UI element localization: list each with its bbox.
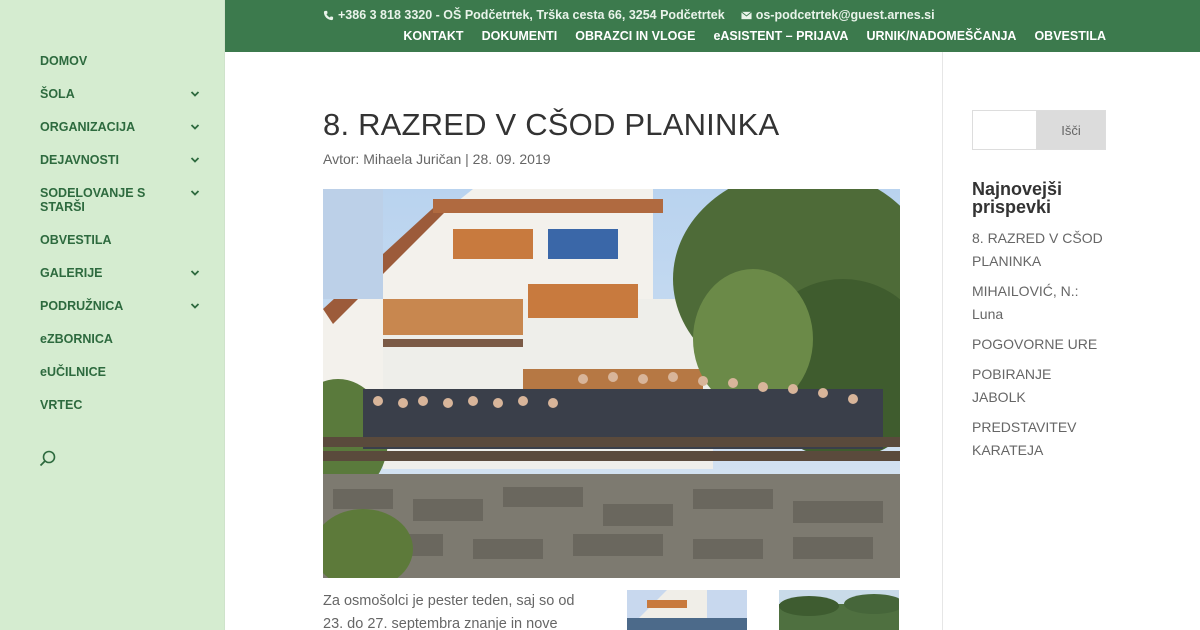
content-divider [942,52,943,630]
recent-post-link[interactable]: POBIRANJE JABOLK [972,366,1052,405]
top-nav [403,29,1106,43]
chevron-down-icon[interactable] [188,153,202,167]
right-sidebar [972,110,1106,469]
main-menu [40,54,210,431]
recent-post-link[interactable]: POGOVORNE URE [972,336,1098,352]
post-featured-image [323,189,900,578]
topnav-kontakt[interactable]: KONTAKT [403,29,464,43]
topnav-obvestila[interactable]: OBVESTILA [1034,29,1106,43]
menu-item-obvestila[interactable]: OBVESTILA [40,233,112,247]
menu-item-ezbornica[interactable]: eZBORNICA [40,332,113,346]
search-button[interactable]: Išči [1036,110,1106,150]
chevron-down-icon[interactable] [188,266,202,280]
recent-posts-heading: Najnovejši prispevki [972,179,1063,217]
menu-item-podruznica[interactable]: PODRUŽNICA [40,299,210,313]
top-header [225,0,1200,52]
recent-post-link[interactable]: PREDSTAVITEV KARATEJA [972,419,1077,458]
search-icon[interactable] [38,449,58,469]
recent-post-link[interactable]: MIHAILOVIĆ, N.: Luna [972,283,1079,322]
post-body-text: Za osmošolci je pester teden, saj so od 23. do 27. septembra znanje in nove [323,593,575,630]
email-info[interactable] [741,8,935,22]
chevron-down-icon[interactable] [188,87,202,101]
gallery-thumbnail[interactable] [627,590,747,630]
main-content [323,52,900,630]
post-body-row [323,590,900,630]
left-sidebar [0,0,225,630]
recent-posts-list [972,227,1106,462]
menu-item-organizacija[interactable]: ORGANIZACIJA [40,120,210,134]
recent-post-link[interactable]: 8. RAZRED V CŠOD PLANINKA [972,230,1103,269]
sidebar-search [972,110,1106,150]
envelope-icon [741,10,752,21]
phone-info [323,8,725,22]
email-link[interactable]: os-podcetrtek@guest.arnes.si [755,8,935,22]
topnav-urnik[interactable]: URNIK/NADOMEŠČANJA [866,29,1017,43]
chevron-down-icon[interactable] [188,120,202,134]
contact-info [323,8,935,22]
menu-item-vrtec[interactable]: VRTEC [40,398,83,412]
topnav-obrazci[interactable]: OBRAZCI IN VLOGE [575,29,696,43]
post-meta: Avtor: Mihaela Juričan | 28. 09. 2019 [323,151,551,167]
menu-item-dejavnosti[interactable]: DEJAVNOSTI [40,153,210,167]
search-input[interactable] [972,110,1036,150]
menu-item-sodelovanje[interactable]: SODELOVANJE S STARŠI [40,186,210,214]
post-title: 8. RAZRED V CŠOD PLANINKA [323,107,780,142]
topnav-dokumenti[interactable]: DOKUMENTI [481,29,558,43]
menu-item-eucilnice[interactable]: eUČILNICE [40,365,106,379]
menu-item-galerije[interactable]: GALERIJE [40,266,210,280]
gallery-thumbnail[interactable] [779,590,899,630]
chevron-down-icon[interactable] [188,186,202,200]
menu-item-sola[interactable]: ŠOLA [40,87,210,101]
phone-address-text: +386 3 818 3320 - OŠ Podčetrtek, Trška cesta 66, 3254 Podčetrtek [338,8,725,22]
chevron-down-icon[interactable] [188,299,202,313]
menu-item-domov[interactable]: DOMOV [40,54,88,68]
topnav-easistent[interactable]: eASISTENT – PRIJAVA [713,29,849,43]
phone-icon [323,10,334,21]
